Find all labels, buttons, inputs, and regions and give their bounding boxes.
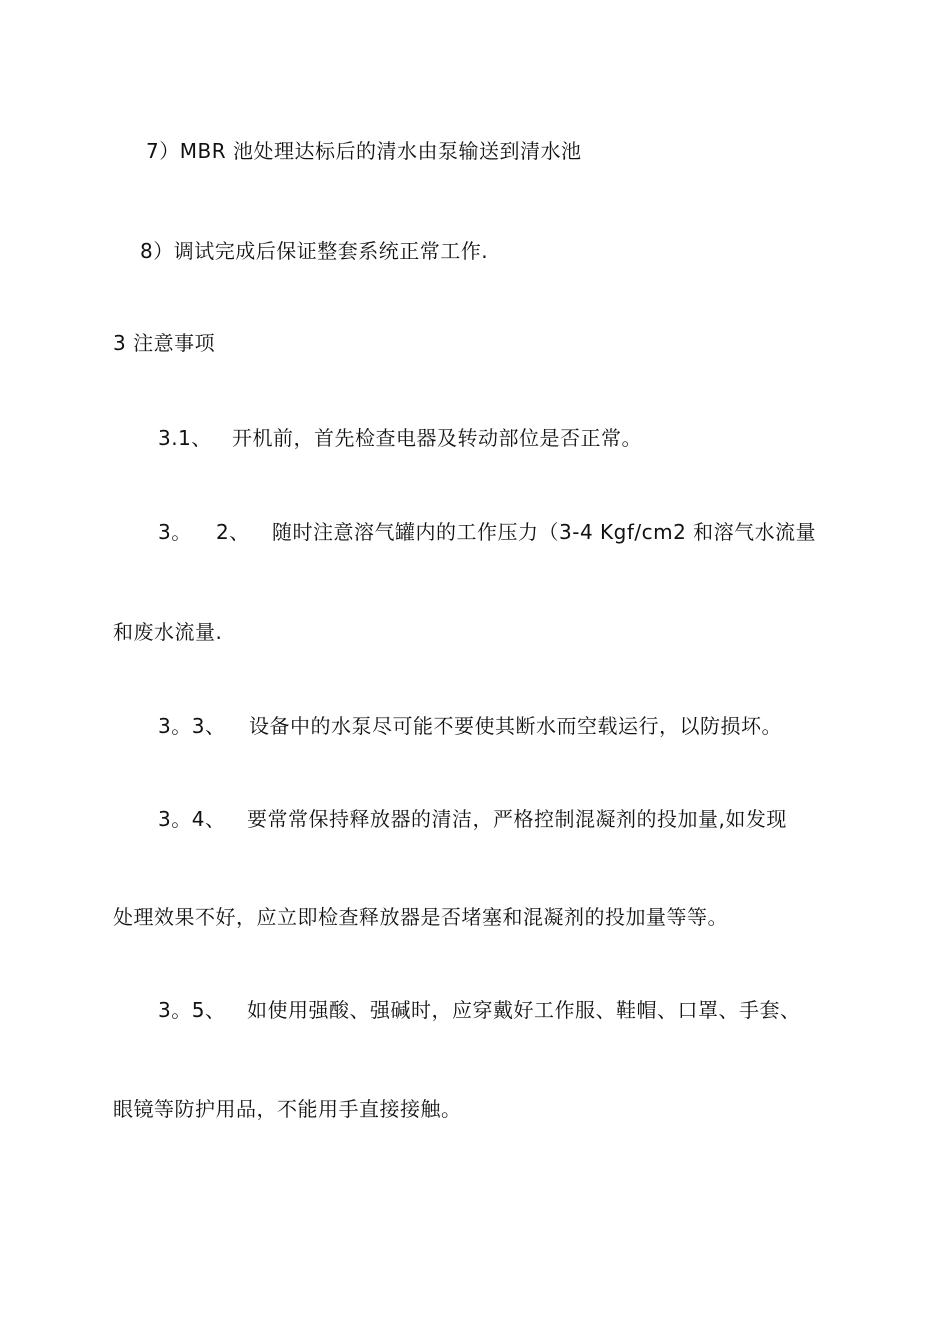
item-3-1-number: 3.1、 <box>158 426 212 450</box>
section-3-heading <box>113 329 215 357</box>
step-7-line <box>146 137 581 165</box>
item-3-5-number: 3。5、 <box>158 998 226 1022</box>
item-3-2-text: 随时注意溶气罐内的工作压力（3-4 Kgf/cm2 和溶气水流量 <box>272 520 817 544</box>
item-3-3-number: 3。3、 <box>158 714 226 738</box>
item-3-4-continuation: 处理效果不好，应立即检查释放器是否堵塞和混凝剂的投加量等等。 <box>113 905 728 929</box>
section-3-title: 3 注意事项 <box>113 331 216 355</box>
item-3-5-line <box>158 996 801 1024</box>
item-3-4-continuation-line <box>113 903 728 931</box>
item-3-2-number-b: 2、 <box>216 520 250 544</box>
item-3-2-line <box>158 518 816 546</box>
item-3-3-line <box>158 712 782 740</box>
item-3-2-continuation: 和废水流量. <box>113 620 223 644</box>
step-8-line <box>140 237 488 265</box>
item-3-3-text: 设备中的水泵尽可能不要使其断水而空载运行，以防损坏。 <box>249 714 782 738</box>
item-3-2-continuation-line <box>113 618 222 646</box>
step-8-text: 8）调试完成后保证整套系统正常工作. <box>140 239 489 263</box>
step-7-text: 7）MBR 池处理达标后的清水由泵输送到清水池 <box>146 139 582 163</box>
item-3-5-continuation: 眼镜等防护用品，不能用手直接接触。 <box>113 1097 462 1121</box>
item-3-4-text: 要常常保持释放器的清洁，严格控制混凝剂的投加量,如发现 <box>247 807 787 831</box>
item-3-2-number-a: 3。 <box>158 520 192 544</box>
item-3-1-text: 开机前，首先检查电器及转动部位是否正常。 <box>232 426 642 450</box>
item-3-1-line <box>158 424 642 452</box>
item-3-5-text: 如使用强酸、强碱时，应穿戴好工作服、鞋帽、口罩、手套、 <box>247 998 801 1022</box>
item-3-4-line <box>158 805 787 833</box>
item-3-5-continuation-line <box>113 1095 462 1123</box>
item-3-4-number: 3。4、 <box>158 807 226 831</box>
